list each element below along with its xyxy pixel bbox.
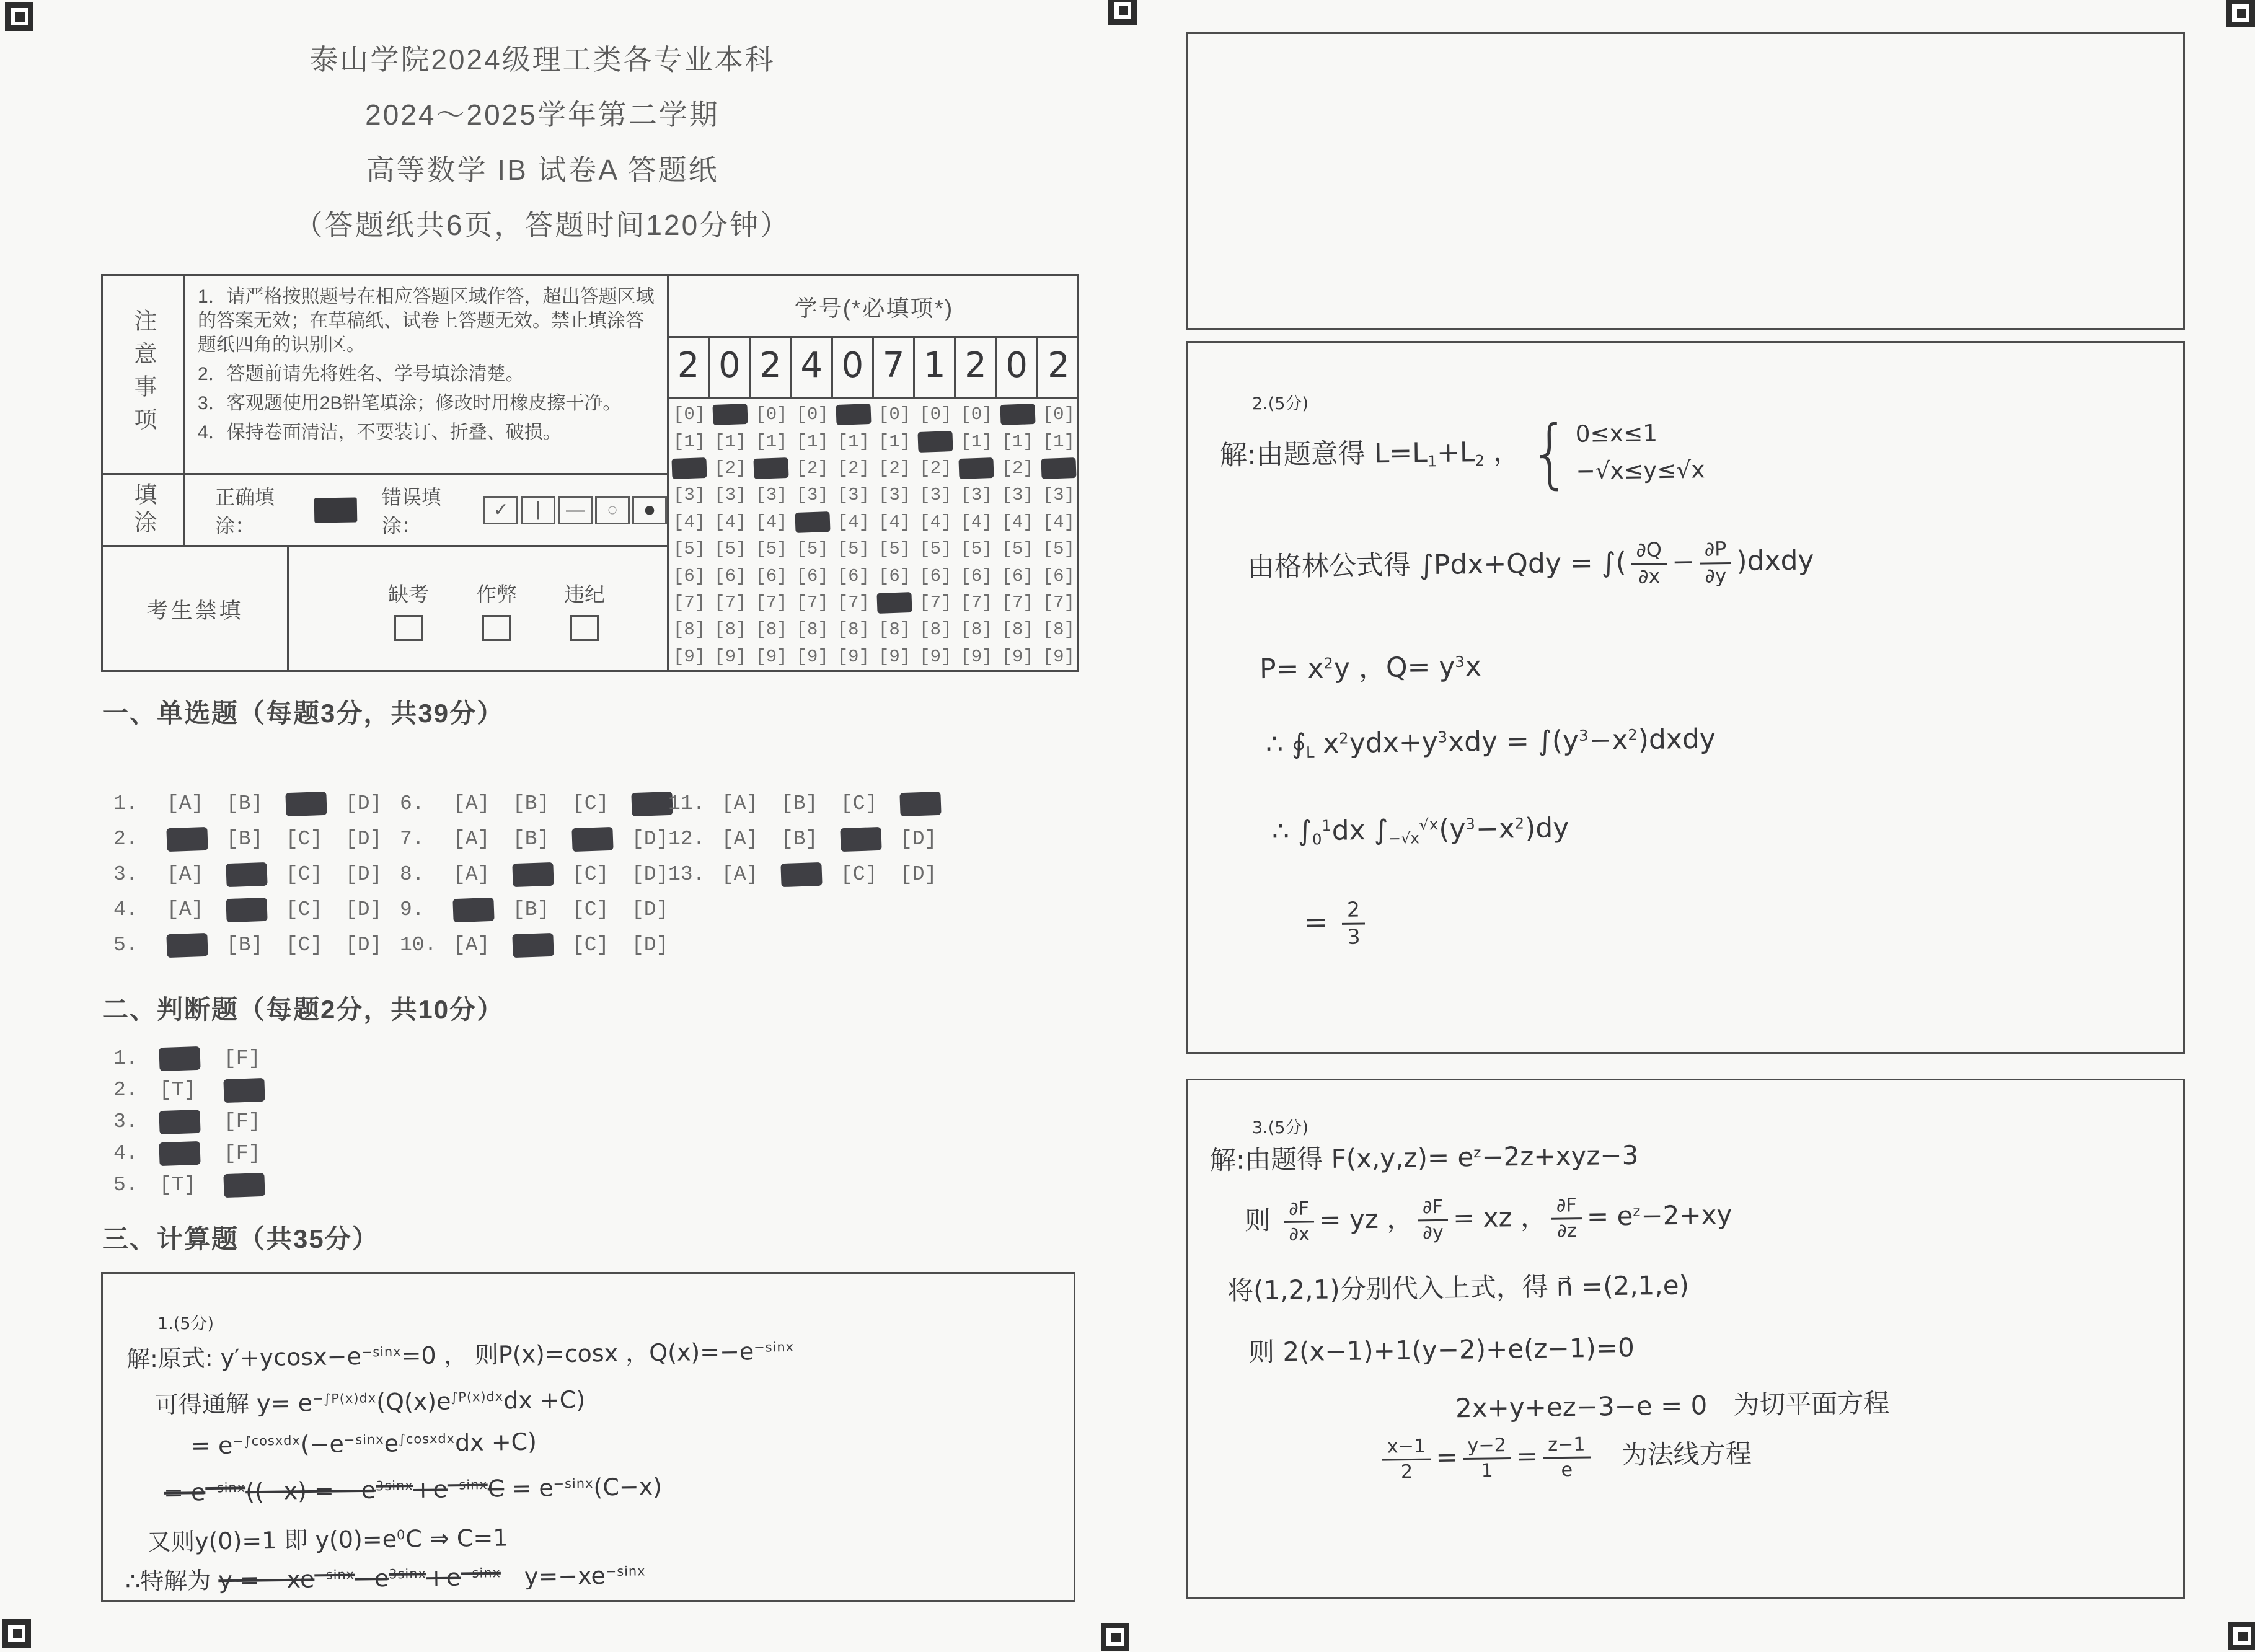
empty-option: [F] (224, 1047, 261, 1070)
filling-label: 填涂 (103, 473, 185, 545)
empty-bubble: [1] (837, 431, 870, 452)
empty-option: [A] (167, 863, 204, 886)
solution-box-q2 (1186, 341, 2185, 1054)
empty-option: [T] (159, 1079, 196, 1102)
question-number: 4. (113, 898, 138, 921)
empty-option: [B] (226, 828, 263, 850)
bubble-grid-row (669, 509, 1079, 536)
empty-bubble: [5] (1001, 539, 1034, 560)
empty-bubble: [0] (960, 404, 993, 425)
student-id-digit: 2 (751, 338, 792, 397)
q2-line: ∴ $∮_L$ $x^2ydx+y^3xdy$ = $\int(y^3-x^2)dxdy$ (1265, 723, 1716, 761)
q1-line: 又则y(0)=1 即 $y(0)=e^0C$ ⇒ C=1 (147, 1524, 508, 1556)
circle-mark-icon: ○ (595, 496, 630, 524)
empty-bubble: [2] (1001, 458, 1034, 479)
title-line-pages: （答题纸共6页，答题时间120分钟） (294, 209, 791, 241)
filled-bubble (669, 455, 710, 482)
registration-marker-icon (1101, 1623, 1129, 1651)
filled-bubble (874, 590, 915, 616)
bubble-grid-row (669, 590, 1079, 616)
question-number: 2. (113, 828, 138, 850)
empty-bubble: [6] (755, 565, 788, 586)
forbidden-checkbox (570, 615, 599, 641)
bubble-grid-row (669, 482, 1079, 508)
registration-marker-icon (2226, 0, 2255, 27)
filled-bubble (1038, 455, 1079, 482)
student-id-digit: 2 (1048, 345, 1070, 386)
tf-column (113, 1043, 288, 1201)
question-number: 11. (668, 792, 705, 815)
student-id-digit: 0 (710, 338, 751, 397)
empty-bubble: [5] (919, 539, 952, 560)
student-id-digit: 2 (669, 338, 710, 397)
empty-bubble: [3] (878, 485, 911, 506)
question-number: 10. (400, 934, 437, 956)
empty-bubble: [6] (796, 565, 829, 586)
empty-bubble: [7] (673, 593, 706, 614)
empty-bubble: [4] (673, 511, 706, 532)
empty-bubble: [3] (960, 485, 993, 506)
filled-option-bubble (900, 792, 960, 816)
title-line-semester: 2024～2025学年第二学期 (365, 99, 720, 131)
q2-line: 由格林公式得 ∫Pdx+Qdy = ∫( $\frac{\partial Q}{\partial x}$ − $\frac{\partial P}{\partial y}$ )dxdy (1247, 538, 1814, 588)
empty-option: [D] (900, 828, 937, 850)
notice-item: 3．客观题使用2B铅笔填涂；修改时用橡皮擦干净。 (198, 393, 622, 413)
q1-line: = $e^{-sinx}((-x) = -e^{3sinx}+e^{-sinx}C = e^{-sinx}(C-x)$ (163, 1473, 663, 1506)
empty-bubble: [7] (919, 593, 952, 614)
empty-option: [C] (841, 863, 878, 886)
forbidden-item: 作弊 (476, 578, 517, 641)
tf-question-row (113, 1169, 288, 1201)
bubble-grid-row (669, 536, 1079, 562)
bubble-grid-row (669, 455, 1079, 482)
filled-option-bubble (286, 792, 345, 816)
empty-bubble: [4] (837, 511, 870, 532)
empty-option: [A] (453, 863, 490, 886)
empty-bubble: [0] (673, 404, 706, 425)
empty-bubble: [5] (837, 539, 870, 560)
empty-option: [B] (513, 828, 550, 850)
forbidden-checkboxes (289, 545, 669, 672)
empty-option: [C] (572, 934, 609, 956)
filled-option-bubble (224, 1079, 288, 1102)
empty-option: [D] (900, 863, 937, 886)
empty-bubble: [8] (1001, 619, 1034, 640)
empty-option: [A] (167, 792, 204, 815)
empty-bubble: [3] (796, 485, 829, 506)
empty-bubble: [7] (1042, 593, 1075, 614)
empty-bubble: [1] (714, 431, 747, 452)
empty-option: [A] (722, 828, 759, 850)
empty-bubble: [8] (714, 619, 747, 640)
empty-bubble: [7] (714, 593, 747, 614)
q1-header: 1.(5分) (157, 1314, 214, 1333)
mc-question-row (400, 892, 691, 927)
empty-bubble: [8] (796, 619, 829, 640)
empty-option: [D] (632, 828, 669, 850)
empty-bubble: [1] (878, 431, 911, 452)
filled-option-bubble (572, 828, 632, 851)
forbidden-checkbox (394, 615, 423, 641)
empty-bubble: [9] (919, 646, 952, 667)
empty-bubble: [3] (673, 485, 706, 506)
empty-bubble: [3] (837, 485, 870, 506)
filled-option-bubble (224, 1173, 288, 1197)
tf-question-row (113, 1106, 288, 1137)
empty-bubble: [1] (1042, 431, 1075, 452)
empty-option: [D] (632, 898, 669, 921)
solution-box-q3 (1186, 1079, 2185, 1599)
empty-bubble: [1] (960, 431, 993, 452)
empty-bubble: [5] (755, 539, 788, 560)
empty-bubble: [6] (878, 565, 911, 586)
student-id-digit: 0 (997, 338, 1038, 397)
filled-option-bubble (167, 828, 226, 851)
filled-bubble (792, 509, 833, 536)
wrong-fill-label: 错误填涂： (381, 485, 441, 537)
empty-bubble: [6] (673, 565, 706, 586)
empty-bubble: [8] (960, 619, 993, 640)
empty-bubble: [9] (673, 646, 706, 667)
correct-fill-sample-icon (314, 497, 357, 523)
section-title-true-false: 二、判断题（每题2分，共10分） (102, 995, 505, 1024)
question-number: 4. (113, 1142, 138, 1165)
bubble-grid-row (669, 643, 1079, 670)
info-table (101, 274, 1079, 672)
notice-item: 2．答题前请先将姓名、学号填涂清楚。 (198, 364, 524, 384)
wrong-fill-samples (481, 496, 667, 524)
empty-option: [B] (513, 792, 550, 815)
q3-line: 2x+y+ez−3−e = 0 为切平面方程 (1455, 1387, 1890, 1424)
empty-option: [C] (841, 792, 878, 815)
registration-marker-icon (2, 1619, 31, 1648)
registration-marker-icon (1108, 0, 1137, 25)
q2-header: 2.(5分) (1252, 394, 1309, 413)
empty-bubble: [9] (755, 646, 788, 667)
mc-question-row (668, 857, 960, 892)
student-id-section (669, 276, 1079, 670)
student-id-digit: 1 (915, 338, 956, 397)
mc-column-2 (400, 786, 691, 963)
bubble-grid-row (669, 401, 1079, 428)
student-id-digit: 0 (833, 338, 874, 397)
filled-option-bubble (226, 898, 286, 922)
empty-option: [B] (226, 934, 263, 956)
q3-line: $\frac{x-1}{2}$ = $\frac{y-2}{1}$ = $\frac{z-1}{e}$ 为法线方程 (1377, 1433, 1752, 1482)
filled-option-bubble (159, 1110, 224, 1134)
tf-question-row (113, 1137, 288, 1169)
filled-option-bubble (226, 863, 286, 886)
empty-option: [C] (572, 792, 609, 815)
empty-bubble: [5] (714, 539, 747, 560)
mc-question-row (113, 786, 405, 821)
empty-bubble: [5] (673, 539, 706, 560)
question-number: 5. (113, 1173, 138, 1196)
filled-option-bubble (781, 863, 841, 886)
notice-label: 注意事项 (103, 276, 185, 473)
empty-bubble: [0] (1042, 404, 1075, 425)
empty-bubble: [3] (755, 485, 788, 506)
empty-bubble: [4] (919, 511, 952, 532)
empty-bubble: [3] (919, 485, 952, 506)
bubble-grid-row (669, 616, 1079, 643)
registration-marker-icon (2228, 1622, 2255, 1650)
notice-items (185, 276, 669, 473)
empty-bubble: [2] (919, 458, 952, 479)
filled-bubble (956, 455, 997, 482)
empty-option: [C] (572, 863, 609, 886)
tf-question-row (113, 1074, 288, 1106)
empty-bubble: [5] (796, 539, 829, 560)
empty-bubble: [1] (673, 431, 706, 452)
empty-bubble: [2] (714, 458, 747, 479)
filled-bubble (915, 428, 956, 454)
empty-bubble: [1] (796, 431, 829, 452)
student-id-digit: 7 (874, 338, 915, 397)
filled-bubble (833, 401, 874, 428)
student-id-digit: 2 (956, 338, 997, 397)
empty-bubble: [8] (755, 619, 788, 640)
filled-option-bubble (167, 934, 226, 957)
empty-option: [D] (345, 792, 382, 815)
title-line-school: 泰山学院2024级理工类各专业本科 (309, 43, 775, 76)
mc-column-3 (668, 786, 960, 892)
question-number: 7. (400, 828, 425, 850)
empty-bubble: [3] (1001, 485, 1034, 506)
q3-line: 则 $\frac{\partial F}{\partial x}$ = yz ， $\frac{\partial F}{\partial y}$ = xz ， $\frac{\partial F}{\partial z}$ = $e^z-2+xy$ (1244, 1195, 1732, 1245)
dot-mark-icon: ● (632, 496, 667, 524)
question-number: 3. (113, 1110, 138, 1133)
correct-fill-label: 正确填涂： (215, 485, 275, 537)
empty-bubble: [5] (878, 539, 911, 560)
question-number: 5. (113, 934, 138, 956)
empty-option: [F] (224, 1142, 261, 1165)
empty-bubble: [9] (796, 646, 829, 667)
bubble-grid-row (669, 428, 1079, 454)
empty-option: [D] (632, 934, 669, 956)
empty-bubble: [4] (714, 511, 747, 532)
empty-option: [C] (286, 898, 323, 921)
mc-question-row (668, 786, 960, 821)
empty-bubble: [0] (755, 404, 788, 425)
forbidden-checkbox (482, 615, 511, 641)
empty-option: [D] (345, 828, 382, 850)
exam-title-block (127, 32, 958, 253)
empty-bubble: [8] (673, 619, 706, 640)
empty-bubble: [4] (755, 511, 788, 532)
empty-option: [C] (286, 828, 323, 850)
empty-bubble: [7] (837, 593, 870, 614)
q2-line: = $\frac{2}{3}$ (1304, 899, 1370, 948)
notice-item: 4．保持卷面清洁，不要装订、折叠、破损。 (198, 422, 562, 443)
q1-line: = $e^{-\int cosxdx}(-e^{-sinx}e^{\int cosxdx}dx +C)$ (190, 1428, 537, 1460)
registration-marker-icon (5, 2, 33, 31)
filled-option-bubble (159, 1142, 224, 1165)
empty-option: [A] (722, 863, 759, 886)
mc-question-row (400, 821, 691, 857)
student-id-title: 学号(*必填项*) (669, 276, 1079, 338)
empty-bubble: [2] (837, 458, 870, 479)
empty-bubble: [8] (878, 619, 911, 640)
forbidden-item: 缺考 (388, 578, 429, 641)
filling-examples (185, 473, 669, 545)
empty-bubble: [5] (1042, 539, 1075, 560)
title-line-course: 高等数学 IB 试卷A 答题纸 (366, 154, 719, 186)
empty-bubble: [4] (960, 511, 993, 532)
dash-mark-icon: — (558, 496, 593, 524)
empty-bubble: [6] (960, 565, 993, 586)
empty-option: [B] (781, 828, 818, 850)
empty-bubble: [6] (714, 565, 747, 586)
mc-question-row (668, 821, 960, 857)
empty-bubble: [6] (1001, 565, 1034, 586)
q1-line: 可得通解 $y= e^{-\int P(x)dx}(Q(x)e^{\int P(x)dx}dx +C)$ (154, 1385, 586, 1419)
tf-question-row (113, 1043, 288, 1074)
empty-option: [T] (159, 1173, 196, 1196)
section-title-calculation: 三、计算题（共35分） (102, 1224, 379, 1253)
empty-bubble: [7] (1001, 593, 1034, 614)
empty-bubble: [5] (960, 539, 993, 560)
question-number: 8. (400, 863, 425, 886)
empty-option: [D] (345, 863, 382, 886)
mc-question-row (113, 821, 405, 857)
examinee-forbidden-label: 考生禁填 (103, 545, 289, 672)
empty-option: [B] (226, 792, 263, 815)
question-number: 6. (400, 792, 425, 815)
empty-option: [D] (632, 863, 669, 886)
empty-bubble: [8] (1042, 619, 1075, 640)
mc-question-row (113, 927, 405, 963)
empty-bubble: [0] (919, 404, 952, 425)
q2-line: $P= x^2y$ ，$Q= y^3x$ (1259, 650, 1482, 686)
empty-option: [D] (345, 934, 382, 956)
empty-option: [D] (345, 898, 382, 921)
empty-option: [C] (286, 934, 323, 956)
bubble-grid-row (669, 562, 1079, 589)
empty-option: [B] (513, 898, 550, 921)
mc-question-row (113, 857, 405, 892)
mc-question-row (400, 927, 691, 963)
question-number: 12. (668, 828, 705, 850)
empty-bubble: [7] (960, 593, 993, 614)
empty-bubble: [8] (837, 619, 870, 640)
empty-bubble: [4] (1042, 511, 1075, 532)
empty-option: [A] (453, 934, 490, 956)
question-number: 9. (400, 898, 425, 921)
empty-bubble: [6] (919, 565, 952, 586)
mc-question-row (400, 857, 691, 892)
empty-option: [A] (453, 792, 490, 815)
empty-option: [A] (722, 792, 759, 815)
empty-bubble: [1] (1001, 431, 1034, 452)
q3-line: 解:由题得 $F(x,y,z)= e^z-2z+xyz-3$ (1209, 1139, 1639, 1176)
solution-box-q1 (101, 1272, 1075, 1602)
empty-bubble: [9] (1001, 646, 1034, 667)
filled-bubble (997, 401, 1038, 428)
empty-option: [A] (453, 828, 490, 850)
empty-bubble: [9] (960, 646, 993, 667)
mc-column-1 (113, 786, 405, 963)
filled-bubble (710, 401, 751, 428)
q3-header: 3.(5分) (1252, 1118, 1309, 1137)
mc-question-row (400, 786, 691, 821)
q1-line: ∴特解为 $y = -xe^{-sinx}-e^{3sinx}+e^{-sinx}$ $y=-xe^{-sinx}$ (125, 1561, 646, 1596)
filled-option-bubble (841, 828, 900, 851)
empty-bubble: [7] (796, 593, 829, 614)
notice-item: 1．请严格按照题号在相应答题区域作答，超出答题区域的答案无效；在草稿纸、试卷上答题无效。禁止填涂答题纸四角的识别区。 (198, 286, 655, 355)
filled-bubble (751, 455, 792, 482)
empty-bubble: [9] (878, 646, 911, 667)
empty-bubble: [3] (714, 485, 747, 506)
q2-line: ∴ $\int_0^1dx$ $\int_{-√x}^{√x}(y^3-x^2)dy$ (1271, 812, 1569, 849)
question-number: 1. (113, 1047, 138, 1070)
question-number: 3. (113, 863, 138, 886)
empty-bubble: [2] (796, 458, 829, 479)
mc-question-row (113, 892, 405, 927)
q2-line: 解:由题意得 $L=L_1+L_2$ ， { 0≤x≤1 −√x≤y≤√x (1219, 409, 1705, 497)
section-title-multiple-choice: 一、单选题（每题3分，共39分） (102, 699, 505, 728)
empty-bubble: [6] (837, 565, 870, 586)
question-number: 13. (668, 863, 705, 886)
empty-bubble: [6] (1042, 565, 1075, 586)
empty-option: [B] (781, 792, 818, 815)
filled-option-bubble (453, 898, 513, 922)
empty-bubble: [4] (878, 511, 911, 532)
forbidden-item: 违纪 (564, 578, 605, 641)
q1-line: 解:原式: $y'+ycosx-e^{-sinx}=0$ ， 则P(x)=cosx ，$Q(x)=-e^{-sinx}$ (126, 1338, 795, 1373)
empty-bubble: [0] (796, 404, 829, 425)
empty-bubble: [8] (919, 619, 952, 640)
empty-option: [C] (572, 898, 609, 921)
empty-bubble: [9] (837, 646, 870, 667)
empty-bubble: [9] (714, 646, 747, 667)
student-id-bubble-grid (669, 399, 1079, 670)
q3-line: 将(1,2,1)分别代入上式，得 n⃗ =(2,1,e) (1227, 1270, 1690, 1306)
question-number: 1. (113, 792, 138, 815)
q3-line: 则 2(x−1)+1(y−2)+e(z−1)=0 (1248, 1332, 1635, 1367)
empty-option: [C] (286, 863, 323, 886)
empty-bubble: [2] (878, 458, 911, 479)
check-mark-icon: ✓ (483, 496, 518, 524)
student-id-digit: 4 (792, 338, 833, 397)
question-number: 2. (113, 1079, 138, 1102)
filled-option-bubble (513, 934, 572, 957)
student-id-handwritten-digits (669, 338, 1079, 399)
bar-mark-icon: ∣ (521, 496, 555, 524)
empty-bubble: [9] (1042, 646, 1075, 667)
filled-option-bubble (159, 1047, 224, 1071)
empty-bubble: [0] (878, 404, 911, 425)
empty-option: [F] (224, 1110, 261, 1133)
empty-answer-box (1186, 32, 2185, 330)
empty-bubble: [1] (755, 431, 788, 452)
empty-bubble: [3] (1042, 485, 1075, 506)
filled-option-bubble (513, 863, 572, 886)
empty-option: [A] (167, 898, 204, 921)
empty-bubble: [7] (755, 593, 788, 614)
empty-bubble: [4] (1001, 511, 1034, 532)
